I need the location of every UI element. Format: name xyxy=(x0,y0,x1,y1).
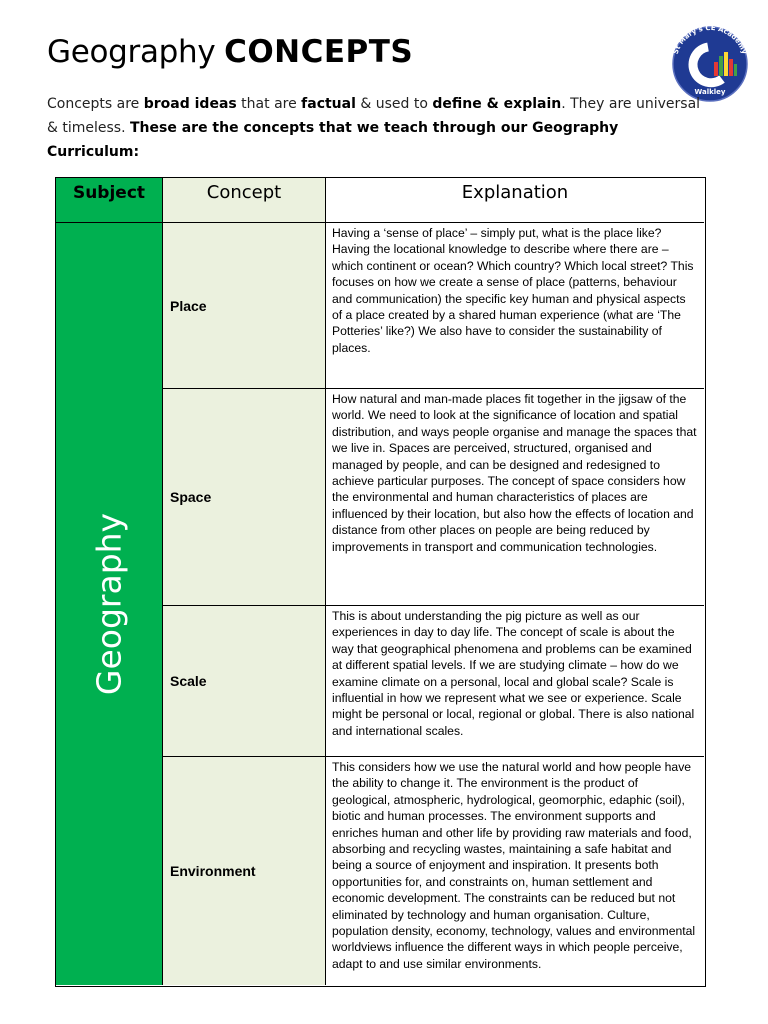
subject-geography-label: Geography xyxy=(89,512,129,696)
subject-column xyxy=(56,223,163,985)
concept-space: Space xyxy=(163,389,326,606)
concept-place: Place xyxy=(163,223,326,389)
logo-text-bottom: Walkley xyxy=(694,88,726,96)
concept-scale: Scale xyxy=(163,606,326,757)
intro-text-2: that are xyxy=(236,96,302,112)
intro-paragraph xyxy=(47,92,707,164)
intro-bold-broad-ideas: broad ideas xyxy=(143,96,237,112)
header-subject: Subject xyxy=(56,178,163,223)
explanation-place: Having a ‘sense of place’ – simply put, what is the place like? Having the locational knowledge to describe where there are – which continent or ocean? Which country? Which local street? This focuses on how we create a sense of place (patterns, behaviour and communication) the specific key human and physical aspects of a place created by a shared human experience (what are ‘The Potteries’ like?) We also have to consider the sustainability of places. xyxy=(326,223,704,389)
header-concept: Concept xyxy=(163,178,326,223)
header-explanation: Explanation xyxy=(326,178,704,223)
concept-environment: Environment xyxy=(163,757,326,985)
intro-text-4: . They are universal & timeless. xyxy=(47,96,701,136)
title-geography: Geography xyxy=(47,34,216,70)
intro-text-1: Concepts are xyxy=(47,96,144,112)
title-concepts: CONCEPTS xyxy=(224,34,414,70)
page-title xyxy=(47,30,413,74)
explanation-space: How natural and man-made places fit together in the jigsaw of the world. We need to look at the significance of location and spatial distribution, and ways people organise and manage the spaces that we live in. Spaces are perceived, structured, organised and managed by people, and can be designed and redesigned to achieve particular purposes. The concept of space considers how the environmental and human characteristics of places are influenced by their location, but also how the effects of location and distance from other places on people are being reduced by improvements in transport and communication technologies. xyxy=(326,389,704,606)
intro-bold-factual: factual xyxy=(301,96,356,112)
intro-bold-curriculum: These are the concepts that we teach through our Geography Curriculum: xyxy=(47,120,619,160)
explanation-environment: This considers how we use the natural world and how people have the ability to change it. The environment is the product of geological, atmospheric, hydrological, geomorphic, edaphic (soil), biotic and human processes. The environment supports and enriches human and other life by providing raw materials and food, absorbing and recycling wastes, maintaining a safe habitat and being a source of enjoyment and inspiration. It presents both opportunities for, and constraints on, human settlement and economic development. The constraints can be reduced but not eliminated by technology and human organisation. Culture, population density, economy, technology, values and environmental worldviews influence the different ways in which people perceive, adapt to and use similar environments. xyxy=(326,757,704,985)
intro-text-3: & used to xyxy=(355,96,433,112)
intro-bold-define-explain: define & explain xyxy=(432,96,562,112)
explanation-scale: This is about understanding the pig picture as well as our experiences in day to day life. The concept of scale is about the way that geographical phenomena and problems can be examined at different spatial levels. If we are studying climate – how do we examine climate on a personal, local and global scale? Scale is influential in how we represent what we see or experience. Scale might be personal or local, regional or global. There is also national and international scales. xyxy=(326,606,704,757)
concepts-table xyxy=(55,177,706,987)
logo-text-top: St Mary's CE Academy xyxy=(671,24,749,56)
